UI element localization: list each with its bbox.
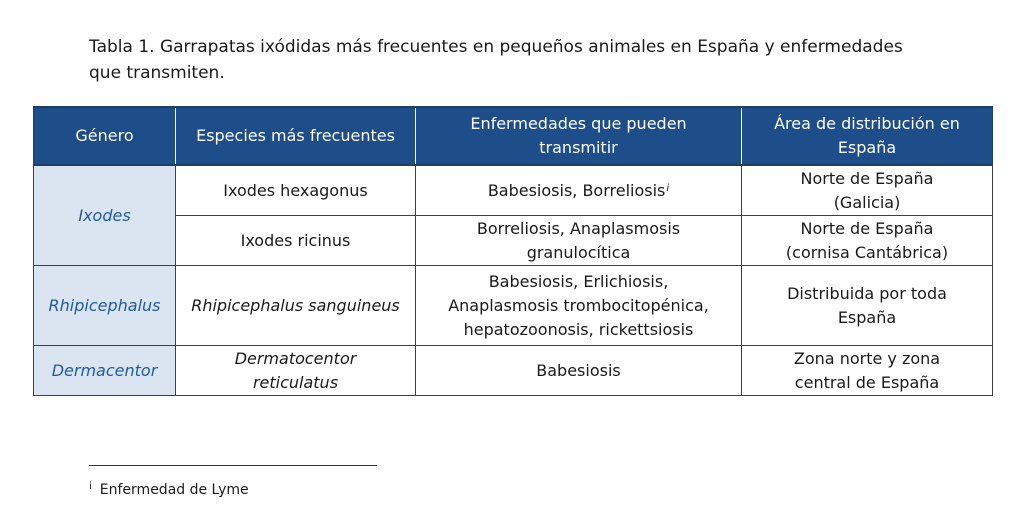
- footnote-ref: i: [666, 182, 670, 194]
- table-row: [34, 266, 993, 346]
- species-cell: Rhipicephalus sanguineus: [176, 266, 416, 346]
- area-cell: Norte de España (cornisa Cantábrica): [742, 216, 993, 266]
- footnote-mark: i: [89, 481, 92, 492]
- table-caption: [89, 34, 949, 86]
- diseases-cell: Babesiosis: [416, 346, 742, 396]
- area-cell: Zona norte y zona central de España: [742, 346, 993, 396]
- header-species: Especies más frecuentes: [176, 107, 416, 165]
- ticks-table: [33, 106, 993, 396]
- footnote-text: Enfermedad de Lyme: [99, 482, 249, 498]
- header-diseases: Enfermedades que pueden transmitir: [416, 107, 742, 165]
- diseases-cell: Babesiosis, Erlichiosis, Anaplasmosis trombocitopénica, hepatozoonosis, rickettsiosis: [416, 266, 742, 346]
- header-row: [34, 107, 993, 165]
- genus-cell-dermacentor: Dermacentor: [34, 346, 176, 396]
- footnote: [89, 480, 249, 500]
- table-row: [34, 216, 993, 266]
- species-cell: Ixodes hexagonus: [176, 165, 416, 216]
- species-cell: Dermatocentor reticulatus: [176, 346, 416, 396]
- header-genus: Género: [34, 107, 176, 165]
- table-row: [34, 346, 993, 396]
- diseases-cell: Babesiosis, Borreliosis$^i$: [416, 165, 742, 216]
- area-cell: Distribuida por toda España: [742, 266, 993, 346]
- caption-line-2: que transmiten.: [89, 63, 225, 83]
- diseases-cell: Borreliosis, Anaplasmosis granulocítica: [416, 216, 742, 266]
- footnote-separator: [89, 465, 377, 466]
- header-area: Área de distribución en España: [742, 107, 993, 165]
- species-cell: Ixodes ricinus: [176, 216, 416, 266]
- genus-cell-rhipicephalus: Rhipicephalus: [34, 266, 176, 346]
- genus-cell-ixodes: Ixodes: [34, 165, 176, 266]
- area-cell: Norte de España (Galicia): [742, 165, 993, 216]
- table-row: [34, 165, 993, 216]
- caption-line-1: Tabla 1. Garrapatas ixódidas más frecuentes en pequeños animales en España y enfermedades: [89, 37, 903, 57]
